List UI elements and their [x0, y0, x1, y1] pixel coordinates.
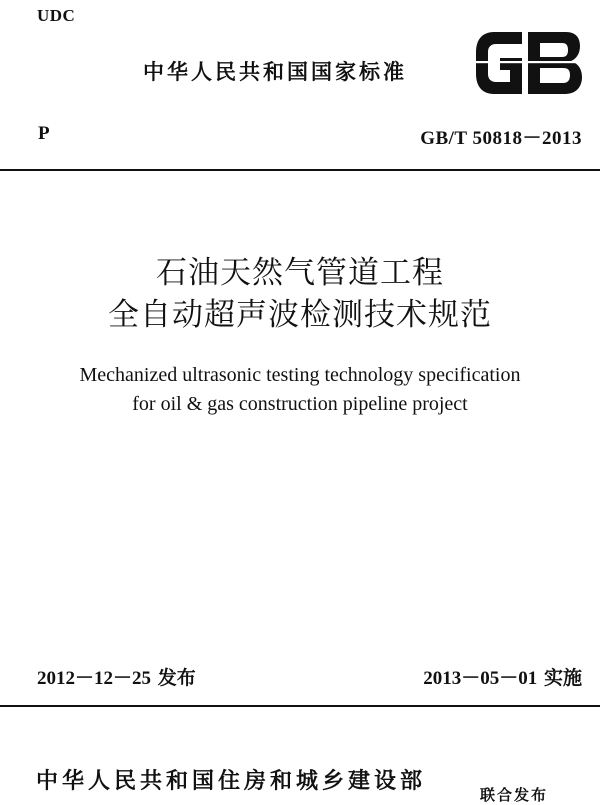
- udc-label: UDC: [37, 6, 76, 25]
- bottom-divider: [0, 705, 600, 707]
- title-english-line2: for oil & gas construction pipeline project: [132, 393, 468, 415]
- standard-number: GB/T 50818－2013: [420, 128, 582, 149]
- top-divider: [0, 169, 600, 171]
- classification-code: P: [38, 123, 50, 144]
- gb-standard-logo: [472, 28, 584, 98]
- implementation-date: 2013－05－01 实施: [423, 668, 582, 689]
- title-english-line1: Mechanized ultrasonic testing technology specification: [79, 364, 521, 386]
- title-chinese: [0, 252, 600, 336]
- title-english: [0, 361, 600, 419]
- release-date: 2012－12－25 发布: [37, 668, 196, 689]
- issuer-top: 中华人民共和国国家标准: [143, 60, 407, 84]
- issuer-bottom: 中华人民共和国住房和城乡建设部: [36, 769, 427, 794]
- title-chinese-line1: 石油天然气管道工程: [156, 255, 444, 291]
- title-chinese-line2: 全自动超声波检测技术规范: [108, 297, 492, 333]
- joint-issue-label: 联合发布: [480, 786, 549, 804]
